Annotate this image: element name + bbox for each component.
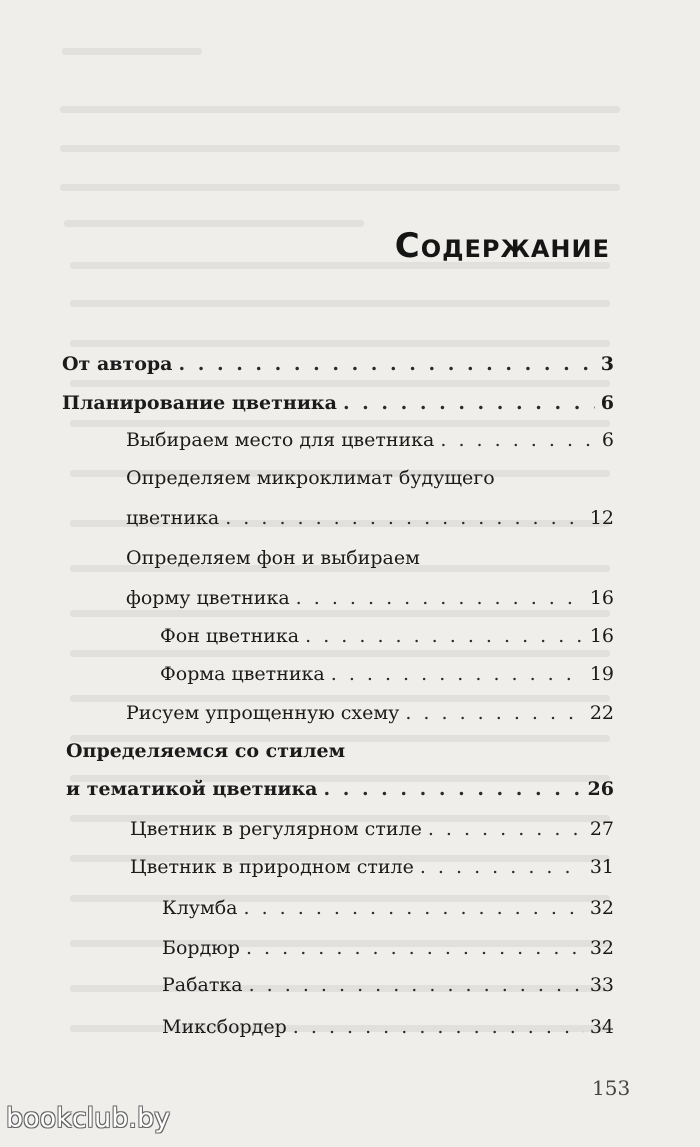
dot-leader bbox=[440, 427, 596, 453]
toc-entry-bordyur[interactable] bbox=[162, 935, 614, 961]
toc-entry-label: Цветник в природном стиле bbox=[130, 856, 414, 878]
dot-leader bbox=[225, 505, 584, 531]
toc-entry-page: 16 bbox=[589, 587, 614, 609]
toc-entry-page: 16 bbox=[589, 625, 614, 647]
toc-entry-label: Рисуем упрощенную схему bbox=[126, 702, 400, 724]
toc-entry-page: 3 bbox=[600, 353, 614, 375]
dot-leader bbox=[179, 351, 595, 377]
toc-entry-page: 12 bbox=[589, 507, 614, 529]
toc-entry-planirovanie[interactable] bbox=[62, 390, 614, 416]
dot-leader bbox=[405, 700, 583, 726]
toc-entry-mikroklimat[interactable] bbox=[126, 505, 614, 531]
toc-entry-page: 32 bbox=[589, 937, 614, 959]
toc-entry-label: форму цветника bbox=[126, 587, 290, 609]
toc-entry-label: Фон цветника bbox=[160, 625, 300, 647]
dot-leader bbox=[293, 1014, 584, 1040]
toc-entry-miksborder[interactable] bbox=[162, 1014, 614, 1040]
dot-leader bbox=[249, 972, 584, 998]
toc-entry-page: 19 bbox=[589, 663, 614, 685]
toc-entry-page: 31 bbox=[589, 856, 614, 878]
dot-leader bbox=[305, 623, 584, 649]
toc-entry-label: От автора bbox=[62, 353, 173, 375]
toc-entry-label: цветника bbox=[126, 507, 220, 529]
toc-entry-label-line1: Определяемся со стилем bbox=[66, 740, 346, 762]
watermark: bookclub.by bbox=[6, 1103, 171, 1134]
toc-entry-label: и тематикой цветника bbox=[66, 778, 318, 800]
toc-entry-rabatka[interactable] bbox=[162, 972, 614, 998]
toc-entry-label: Миксбордер bbox=[162, 1016, 287, 1038]
dot-leader bbox=[323, 776, 581, 802]
page-number: 153 bbox=[592, 1076, 631, 1100]
toc-entry-label: Выбираем место для цветника bbox=[126, 429, 435, 451]
toc-entry-page: 27 bbox=[589, 818, 614, 840]
toc-entry-klumba[interactable] bbox=[162, 895, 614, 921]
toc-entry-page: 32 bbox=[589, 897, 614, 919]
toc-entry-label: Цветник в регулярном стиле bbox=[130, 818, 422, 840]
toc-entry-prirodnyy-stil[interactable] bbox=[130, 854, 614, 880]
dot-leader bbox=[331, 661, 584, 687]
dot-leader bbox=[296, 585, 584, 611]
toc-entry-page: 6 bbox=[600, 392, 614, 414]
dot-leader bbox=[420, 854, 584, 880]
toc-entry-label: Планирование цветника bbox=[62, 392, 337, 414]
toc-entry-page: 6 bbox=[601, 429, 614, 451]
dot-leader bbox=[244, 895, 584, 921]
toc-entry-forma-tsvetnika[interactable] bbox=[160, 661, 614, 687]
dot-leader bbox=[246, 935, 584, 961]
toc-entry-regulyarnyy-stil[interactable] bbox=[130, 816, 614, 842]
page-title: Содержание bbox=[394, 226, 610, 266]
toc-entry-label: Бордюр bbox=[162, 937, 240, 959]
toc-entry-fon-tsvetnika[interactable] bbox=[160, 623, 614, 649]
toc-entry-label-line1: Определяем микроклимат будущего bbox=[126, 467, 495, 489]
toc-entry-vybiraem-mesto[interactable] bbox=[126, 427, 614, 453]
toc-entry-label: Рабатка bbox=[162, 974, 243, 996]
dot-leader bbox=[428, 816, 584, 842]
toc-entry-label-line1: Определяем фон и выбираем bbox=[126, 547, 420, 569]
toc-entry-page: 34 bbox=[589, 1016, 614, 1038]
toc-entry-label: Форма цветника bbox=[160, 663, 325, 685]
toc-entry-ot-avtora[interactable] bbox=[62, 351, 614, 377]
toc-entry-fon-forma[interactable] bbox=[126, 585, 614, 611]
toc-entry-label: Клумба bbox=[162, 897, 238, 919]
toc-entry-page: 33 bbox=[589, 974, 614, 996]
toc-entry-risuem-skhemu[interactable] bbox=[126, 700, 614, 726]
toc-entry-stil-tematika[interactable] bbox=[66, 776, 614, 802]
toc-entry-page: 22 bbox=[589, 702, 614, 724]
toc-entry-page: 26 bbox=[587, 778, 614, 800]
dot-leader bbox=[343, 390, 595, 416]
